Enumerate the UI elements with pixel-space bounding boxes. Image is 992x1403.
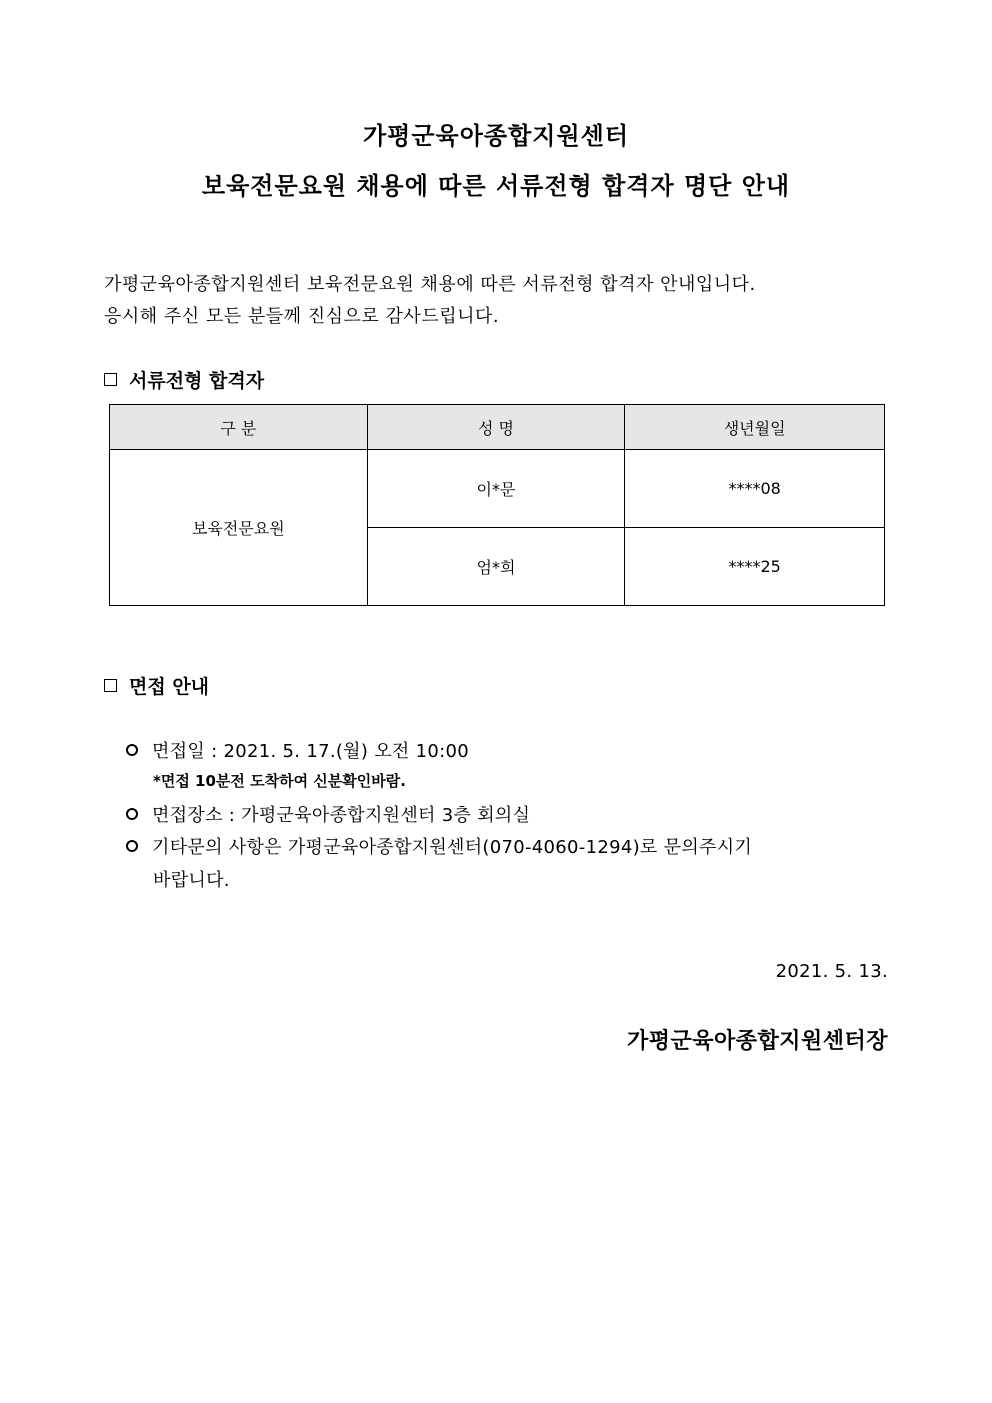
column-header-category: 구 분: [110, 405, 368, 450]
name-cell: 엄*희: [367, 528, 625, 606]
inquiry-text: 기타문의 사항은 가평군육아종합지원센터(070-4060-1294)로 문의주시기: [152, 837, 753, 858]
inquiry-text-continuation: 바랍니다.: [153, 870, 230, 891]
intro-line-2: 응시해 주신 모든 분들께 진심으로 감사드립니다.: [104, 306, 500, 327]
birthdate-cell: ****25: [625, 528, 885, 606]
table-row: [110, 450, 885, 528]
circle-bullet-icon: [126, 744, 138, 756]
interview-location-text: 면접장소 : 가평군육아종합지원센터 3층 회의실: [152, 805, 531, 826]
table-header-row: [110, 405, 885, 450]
interview-arrival-note: *면접 10분전 도착하여 신분확인바람.: [153, 772, 406, 790]
circle-bullet-icon: [126, 808, 138, 820]
interview-location-item: [126, 801, 530, 827]
inquiry-item: [126, 833, 752, 859]
issuer-signature: 가평군육아종합지원센터장: [626, 1029, 888, 1054]
square-bullet-icon: [104, 373, 117, 386]
section-heading-label: 면접 안내: [129, 676, 210, 698]
column-header-name: 성 명: [367, 405, 625, 450]
column-header-birthdate: 생년월일: [625, 405, 885, 450]
category-cell: 보육전문요원: [110, 450, 368, 606]
square-bullet-icon: [104, 679, 117, 692]
interview-date-item: [126, 737, 469, 763]
passers-table: [109, 404, 885, 606]
document-subtitle: 보육전문요원 채용에 따른 서류전형 합격자 명단 안내: [201, 172, 791, 200]
section-heading-label: 서류전형 합격자: [129, 370, 265, 392]
section-heading-interview: [104, 672, 209, 699]
intro-line-1: 가평군육아종합지원센터 보육전문요원 채용에 따른 서류전형 합격자 안내입니다.: [104, 274, 756, 295]
section-heading-passers: [104, 366, 264, 393]
interview-date-text: 면접일 : 2021. 5. 17.(월) 오전 10:00: [152, 741, 469, 762]
circle-bullet-icon: [126, 840, 138, 852]
document-title: 가평군육아종합지원센터: [362, 122, 630, 150]
birthdate-cell: ****08: [625, 450, 885, 528]
issue-date: 2021. 5. 13.: [775, 961, 888, 982]
name-cell: 이*문: [367, 450, 625, 528]
